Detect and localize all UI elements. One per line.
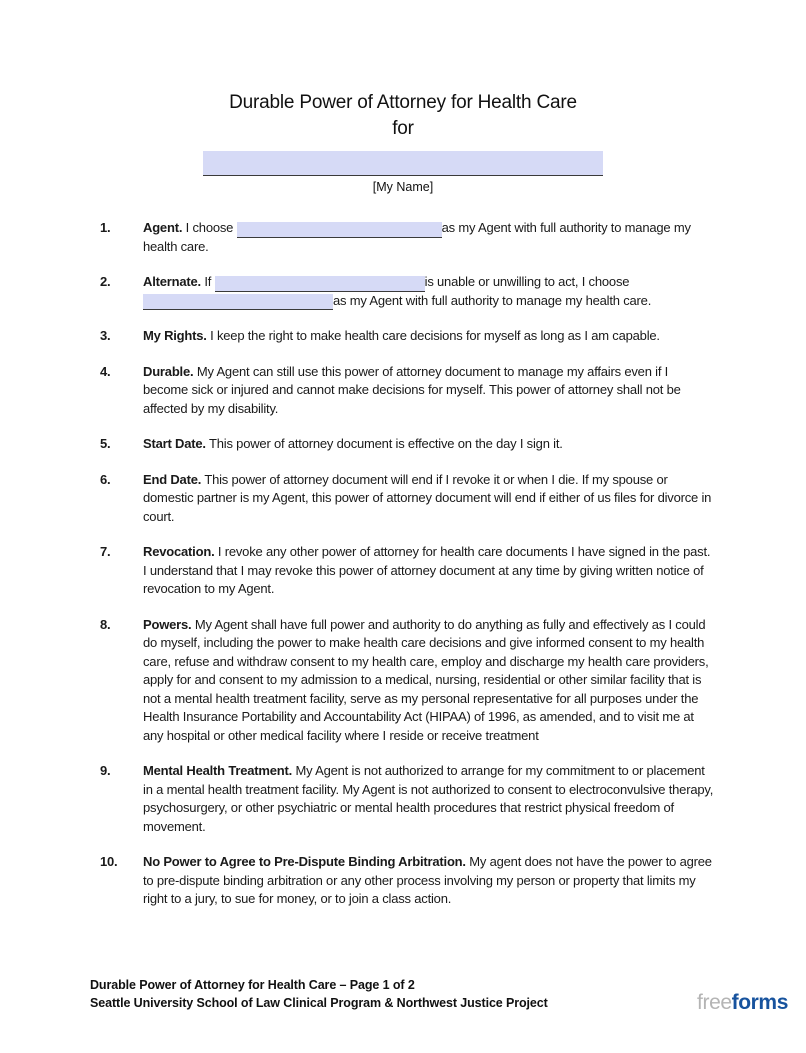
item-label: No Power to Agree to Pre-Dispute Binding Arbitration. [143,854,466,869]
item-text [143,327,716,346]
item-text [143,616,716,746]
item-text [143,762,716,836]
list-item-durable [100,363,716,419]
my-name-field-wrap [203,151,603,176]
item-text-mid: is unable or unwilling to act, I choose [424,274,630,289]
list-item-start-date [100,435,716,454]
item-number: 7. [100,544,111,559]
item-text-body: I revoke any other power of attorney for health care documents I have signed in the past. I understand that I may revoke this power of attorney document at any time by giving written notice of revocation to my Agent. [143,544,711,596]
alternate-agent-name-field[interactable] [143,294,333,310]
item-number: 8. [100,616,111,632]
list-item-end-date [100,471,716,527]
item-label: End Date. [143,471,202,487]
list-item-my-rights [100,327,716,346]
document-title: Durable Power of Attorney for Health Care [229,92,577,113]
freeforms-logo-free: free [697,991,732,1014]
page-footer [90,976,548,1012]
list-item-revocation [100,543,716,599]
item-label: Durable. [143,363,194,379]
clause-list [100,219,716,909]
item-number: 3. [100,328,111,343]
item-text-body: This power of attorney document will end if I revoke it or when I die. If my spouse or domestic partner is my Agent, this power of attorney document will end if either of us files for divorce in court. [143,471,712,524]
list-item-powers [100,616,716,746]
footer-attribution: Seattle University School of Law Clinical Program & Northwest Justice Project [90,996,548,1010]
item-text-post: as my Agent with full authority to manage my health care. [333,292,652,308]
item-text [143,363,716,419]
item-text [143,543,716,599]
item-text [143,471,716,527]
list-item-arbitration [100,853,716,909]
item-text-body: My agent does not have the power to agree to pre-dispute binding arbitration or any other process involving my person or property that limits my right to a jury, to sue for money, or to join a class action. [143,854,712,906]
item-label: Agent. [143,220,183,235]
primary-agent-name-field[interactable] [237,222,442,238]
item-number: 4. [100,363,111,379]
item-text [143,273,716,310]
list-item-alternate [100,273,716,310]
item-text-body: My Agent is not authorized to arrange for my commitment to or placement in a mental health treatment facility. My Agent is not authorized to consent to electroconvulsive therapy, psychosurgery, or other psychiatric or mental health procedures that restrict physical freedom of movement. [143,763,714,834]
item-text-body: I keep the right to make health care decisions for myself as long as I am capable. [206,328,660,343]
item-text [143,853,716,909]
my-name-field[interactable] [203,151,603,176]
item-number: 6. [100,471,111,487]
document-title-for: for [392,118,414,139]
item-text [143,219,716,256]
item-text-post: as my Agent with full authority to manage my health care. [143,220,691,254]
item-label: Revocation. [143,544,215,559]
item-text-pre: If [200,274,215,289]
item-text-pre: I choose [182,220,237,235]
primary-agent-name-field-2[interactable] [215,276,425,292]
item-number: 10. [100,854,118,869]
list-item-mental-health [100,762,716,836]
item-label: Mental Health Treatment. [143,763,293,778]
freeforms-logo-forms: forms [731,991,788,1014]
item-number: 1. [100,220,111,235]
item-label: My Rights. [143,328,207,343]
item-label: Alternate. [143,274,201,289]
item-text-body: My Agent shall have full power and authority to do anything as fully and effectively as I could do myself, including the power to make health care decisions and give informed consent to my health care, refuse and withdraw consent to my health care, employ and discharge my health care providers, apply for and consent to my admission to a medical, nursing, residential or other similar facility that is not a mental health treatment facility, serve as my personal representative for all purposes under the Health Insurance Portability and Accountability Act (HIPAA) of 1996, as amended, and to visit me at any hospital or other medical facility where I reside or receive treatment [143,616,709,743]
freeforms-logo [697,991,788,1015]
item-text [143,435,716,454]
item-number: 5. [100,436,111,451]
item-number: 9. [100,763,111,778]
item-label: Start Date. [143,436,206,451]
item-number: 2. [100,274,111,289]
my-name-caption: [My Name] [372,180,434,194]
item-text-body: This power of attorney document is effective on the day I sign it. [205,436,563,451]
list-item-agent [100,219,716,256]
item-text-body: My Agent can still use this power of attorney document to manage my affairs even if I become sick or injured and cannot make decisions for myself. This power of attorney shall not be affected by my disability. [143,363,681,416]
footer-doc-title: Durable Power of Attorney for Health Care – Page 1 of 2 [90,978,415,992]
item-label: Powers. [143,616,192,632]
